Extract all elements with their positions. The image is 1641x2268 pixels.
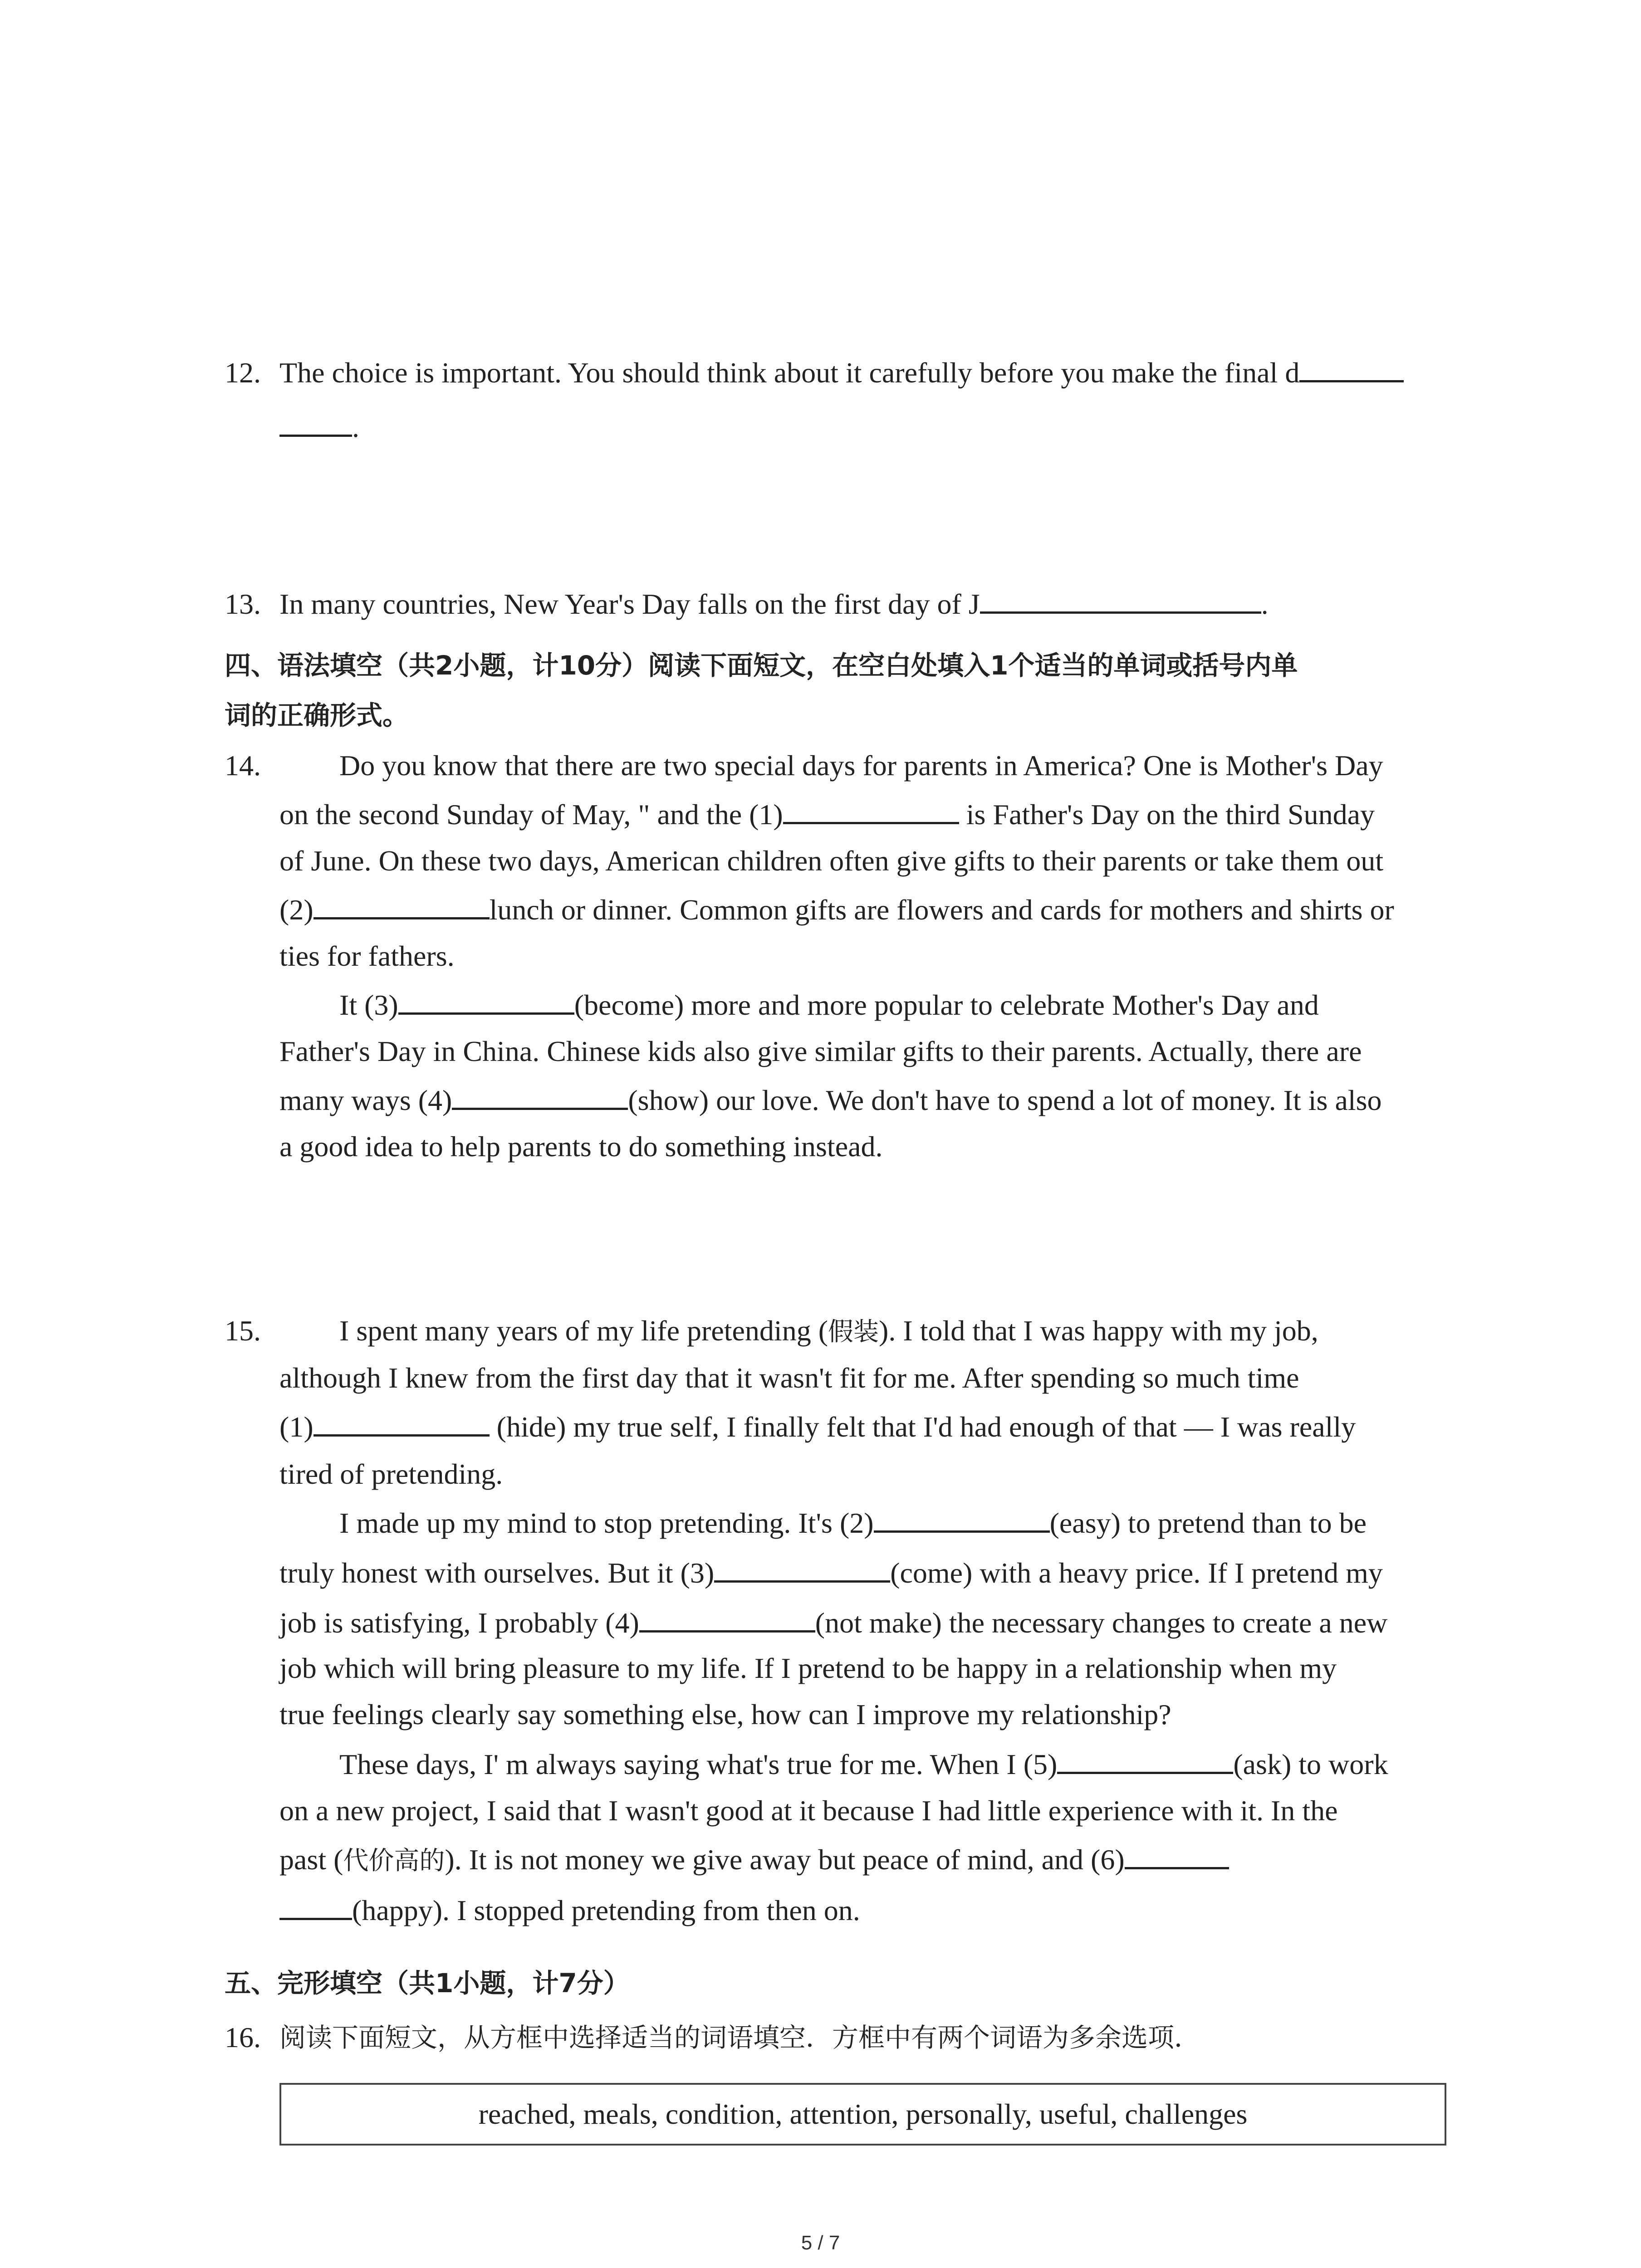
q15-line-4: tired of pretending.: [279, 1458, 503, 1490]
q14-line-8: [279, 1077, 1382, 1124]
q14-text: lunch or dinner. Common gifts are flowers and cards for mothers and shirts or: [489, 894, 1394, 926]
q15-text: truly honest with ourselves. But it (3): [279, 1557, 715, 1589]
q15-line-10: [339, 1741, 1388, 1788]
q15-text: (easy) to pretend than to be: [1049, 1507, 1367, 1539]
q15-text: (come) with a heavy price. If I pretend my: [890, 1557, 1383, 1589]
answer-blank-6-continued[interactable]: [279, 1892, 352, 1920]
section-4-heading-line-1: 四、语法填空（共2小题，计10分）阅读下面短文，在空白处填入1个适当的单词或括号内单: [225, 650, 1298, 681]
q14-line-6: [339, 982, 1319, 1029]
answer-blank[interactable]: [980, 585, 1261, 614]
question-number-16: 16.: [225, 2021, 261, 2053]
question-12-text: The choice is important. You should think about it carefully before you make the final d: [279, 357, 1300, 389]
q15-line-7: [279, 1599, 1387, 1647]
question-12-period: .: [352, 411, 359, 443]
answer-blank-1[interactable]: [314, 1408, 490, 1437]
answer-blank-6[interactable]: [1125, 1841, 1229, 1869]
q14-line-3: of June. On these two days, American children often give gifts to their parents or take them out: [279, 845, 1384, 877]
q15-chinese-gloss: 假装: [828, 1317, 879, 1347]
q15-text: I spent many years of my life pretending (: [339, 1315, 828, 1347]
page-number: 5 / 7: [801, 2232, 840, 2254]
q14-text: (2): [279, 894, 314, 926]
answer-blank[interactable]: [279, 408, 352, 437]
question-number-12: 12.: [225, 357, 261, 389]
q15-text: I made up my mind to stop pretending. It's (2): [339, 1507, 874, 1539]
question-number-13: 13.: [225, 588, 261, 620]
question-number-14: 14.: [225, 749, 261, 782]
answer-blank-2[interactable]: [314, 891, 490, 919]
question-12-line-1: [279, 349, 1404, 396]
question-13-period: .: [1261, 588, 1269, 620]
q15-line-13: [279, 1887, 860, 1934]
q16-instruction: 阅读下面短文，从方框中选择适当的词语填空．方框中有两个词语为多余选项．: [279, 2022, 1201, 2053]
q14-text: on the second Sunday of May, " and the (1): [279, 798, 783, 831]
q15-line-1: [339, 1307, 1318, 1356]
answer-blank[interactable]: [1299, 354, 1404, 382]
q14-text: (become) more and more popular to celebrate Mother's Day and: [574, 989, 1319, 1021]
q15-text: (1): [279, 1411, 314, 1443]
q14-text: is Father's Day on the third Sunday: [959, 798, 1375, 831]
q14-text: (show) our love. We don't have to spend a lot of money. It is also: [628, 1084, 1382, 1116]
q14-line-1: Do you know that there are two special days for parents in America? One is Mother's Day: [339, 749, 1383, 782]
q14-line-5: ties for fathers.: [279, 940, 455, 972]
q15-line-3: [279, 1403, 1356, 1451]
answer-blank-3[interactable]: [714, 1554, 890, 1583]
q15-text: ). It is not money we give away but peace of mind, and (6): [445, 1843, 1125, 1876]
q15-text: ). I told that I was happy with my job,: [879, 1315, 1318, 1347]
word-bank-box: [279, 2083, 1446, 2146]
q15-text: (happy). I stopped pretending from then on.: [352, 1894, 860, 1926]
q15-chinese-gloss: 代价高的: [343, 1846, 445, 1876]
q14-line-7: Father's Day in China. Chinese kids also give similar gifts to their parents. Actually, there are: [279, 1035, 1362, 1067]
answer-blank-1[interactable]: [783, 796, 959, 824]
q14-line-2: [279, 791, 1375, 838]
q15-line-5: [339, 1500, 1367, 1547]
question-12-line-2: [279, 404, 359, 451]
answer-blank-4[interactable]: [639, 1604, 815, 1633]
word-bank-text: reached, meals, condition, attention, personally, useful, challenges: [478, 2098, 1248, 2130]
q15-text: These days, I' m always saying what's true for me. When I (5): [339, 1748, 1058, 1780]
q14-line-9: a good idea to help parents to do something instead.: [279, 1130, 883, 1163]
q15-text: past (: [279, 1843, 343, 1876]
question-13-text: In many countries, New Year's Day falls on the first day of J: [279, 588, 980, 620]
answer-blank-4[interactable]: [452, 1081, 628, 1110]
q15-line-2: although I knew from the first day that it wasn't fit for me. After spending so much time: [279, 1362, 1299, 1394]
section-5-heading: 五、完形填空（共1小题，计7分）: [225, 1968, 630, 1999]
q14-line-4: [279, 886, 1394, 934]
q15-line-6: [279, 1549, 1383, 1597]
q15-text: (hide) my true self, I finally felt that I'd had enough of that — I was really: [489, 1411, 1356, 1443]
question-13-line: [279, 581, 1269, 628]
answer-blank-5[interactable]: [1057, 1745, 1233, 1774]
answer-blank-3[interactable]: [398, 986, 574, 1015]
question-number-15: 15.: [225, 1315, 261, 1347]
q15-line-12: [279, 1836, 1229, 1885]
q14-text: It (3): [339, 989, 398, 1021]
answer-blank-2[interactable]: [874, 1504, 1050, 1533]
q15-line-11: on a new project, I said that I wasn't good at it because I had little experience with it. In the: [279, 1794, 1338, 1827]
q15-line-9: true feelings clearly say something else, how can I improve my relationship?: [279, 1698, 1171, 1730]
section-4-heading-line-2: 词的正确形式。: [225, 700, 409, 731]
q15-line-8: job which will bring pleasure to my life. If I pretend to be happy in a relationship when my: [279, 1652, 1337, 1684]
q14-text: many ways (4): [279, 1084, 452, 1116]
q15-text: (ask) to work: [1233, 1748, 1388, 1780]
q15-text: (not make) the necessary changes to create a new: [815, 1607, 1388, 1639]
q15-text: job is satisfying, I probably (4): [279, 1607, 639, 1639]
